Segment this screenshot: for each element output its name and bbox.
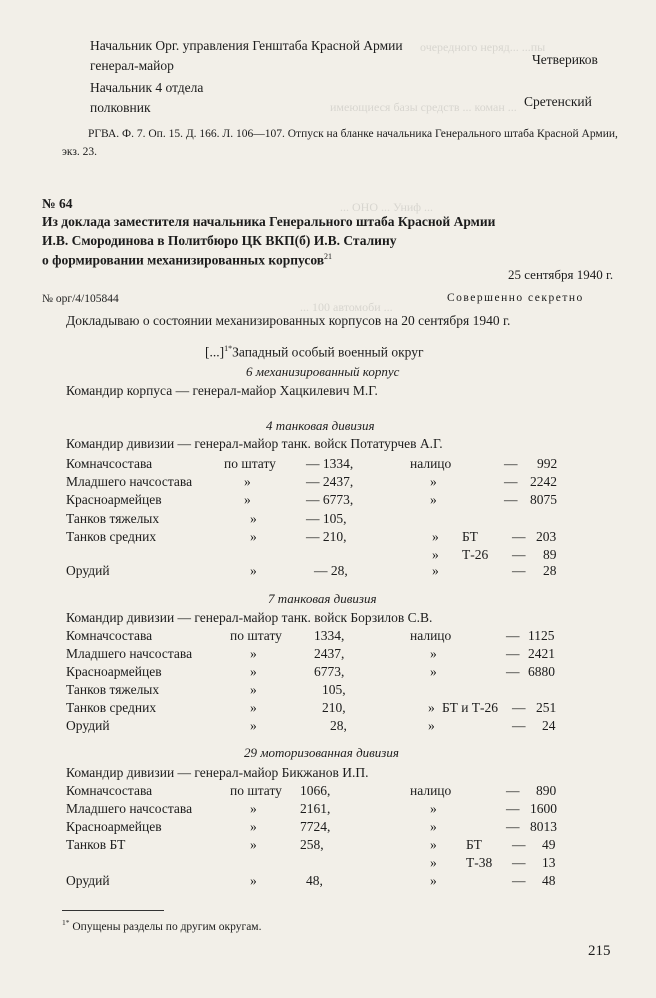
- row-actual: 8075: [530, 492, 557, 507]
- row-label: Танков тяжелых: [66, 682, 160, 697]
- corps-commander: Командир корпуса — генерал-майор Хацкилевич М.Г.: [66, 383, 378, 398]
- row-authorized: 2161,: [300, 801, 331, 816]
- corps-heading: 6 механизированный корпус: [246, 364, 400, 379]
- row-qualifier: »: [250, 801, 257, 816]
- row-actual-label: налицо: [410, 783, 452, 798]
- row-actual: 890: [536, 783, 557, 798]
- row-dash: —: [512, 873, 526, 888]
- row-label: Красноармейцев: [66, 492, 162, 507]
- row-actual-label: »: [430, 819, 437, 834]
- row-actual-label: »: [430, 492, 437, 507]
- row-qualifier: »: [250, 837, 257, 852]
- row-authorized: 6773,: [314, 664, 345, 679]
- row-dash: —: [506, 646, 520, 661]
- row-actual: 8013: [530, 819, 557, 834]
- row-tank-type: Т-26: [462, 547, 489, 562]
- district-name: Западный особый военный округ: [232, 344, 424, 360]
- row-label: Орудий: [66, 873, 110, 888]
- row-label: Комначсостава: [66, 628, 153, 643]
- row-actual-label: »: [432, 529, 439, 544]
- row-authorized: 48,: [306, 873, 323, 888]
- row-actual: 6880: [528, 664, 555, 679]
- row-dash: —: [506, 783, 520, 798]
- row-label: Комначсостава: [66, 456, 153, 471]
- archive-reference-cont: экз. 23.: [62, 146, 98, 158]
- row-actual: 24: [542, 718, 556, 733]
- registration-number: № орг/4/105844: [42, 293, 119, 305]
- row-dash: —: [512, 837, 526, 852]
- footnote-ref: 21: [324, 252, 333, 261]
- division-commander: Командир дивизии — генерал-майор танк. войск Потатурчев А.Г.: [66, 436, 443, 451]
- row-qualifier: »: [244, 492, 251, 507]
- row-authorized: — 1334,: [306, 456, 354, 471]
- document-number: № 64: [42, 196, 73, 211]
- row-actual-label: »: [430, 873, 437, 888]
- row-actual: 1600: [530, 801, 557, 816]
- row-authorized: 2437,: [314, 646, 345, 661]
- row-label: Танков БТ: [66, 837, 126, 852]
- row-actual: 48: [542, 873, 556, 888]
- row-authorized: 1066,: [300, 783, 331, 798]
- row-actual: 992: [537, 456, 558, 471]
- row-authorized: 7724,: [300, 819, 331, 834]
- division-heading: 29 моторизованная дивизия: [244, 745, 399, 760]
- document-date: 25 сентября 1940 г.: [508, 267, 614, 282]
- page-number: 215: [588, 943, 611, 959]
- row-actual: 13: [542, 855, 556, 870]
- row-tank-type: БТ: [466, 837, 482, 852]
- row-authorized: — 105,: [306, 511, 347, 526]
- row-authorized: 1334,: [314, 628, 345, 643]
- footnote-mark: 1*: [62, 918, 70, 927]
- row-actual-label: »: [430, 837, 437, 852]
- omission-mark: [...]: [205, 344, 225, 360]
- document-title-line: И.В. Смородинова в Политбюро ЦК ВКП(б) И.В. Сталину: [42, 233, 397, 248]
- row-authorized: — 6773,: [306, 492, 354, 507]
- row-qualifier: по штату: [230, 783, 282, 798]
- row-dash: —: [504, 474, 518, 489]
- row-qualifier: »: [250, 682, 257, 697]
- row-dash: —: [506, 819, 520, 834]
- row-authorized: 210,: [322, 700, 346, 715]
- row-qualifier: »: [250, 819, 257, 834]
- row-qualifier: по штату: [230, 628, 282, 643]
- row-dash: —: [512, 563, 526, 578]
- row-qualifier: »: [250, 700, 257, 715]
- row-authorized: 258,: [300, 837, 324, 852]
- row-label: Младшего начсостава: [66, 646, 193, 661]
- signature-name: Сретенский: [524, 94, 592, 109]
- row-dash: —: [506, 801, 520, 816]
- row-tank-type: Т-38: [466, 855, 493, 870]
- row-actual-label: »: [428, 700, 435, 715]
- row-authorized: — 28,: [314, 563, 348, 578]
- document-title-line: Из доклада заместителя начальника Генерального штаба Красной Армии: [42, 214, 496, 229]
- row-actual-label: »: [430, 664, 437, 679]
- row-tank-type: БТ и Т-26: [442, 700, 499, 715]
- footnote-text: Опущены разделы по другим округам.: [72, 920, 262, 933]
- row-qualifier: »: [250, 511, 257, 526]
- footnote-divider: [62, 910, 164, 911]
- row-authorized: — 210,: [306, 529, 347, 544]
- row-actual: 28: [543, 563, 557, 578]
- row-actual: 1125: [528, 628, 555, 643]
- division-heading: 7 танковая дивизия: [268, 591, 377, 606]
- row-qualifier: »: [250, 718, 257, 733]
- row-authorized: — 2437,: [306, 474, 354, 489]
- district-heading: [205, 344, 424, 361]
- row-label: Комначсостава: [66, 783, 153, 798]
- row-dash: —: [512, 529, 526, 544]
- bleed-text: имеющиеся базы средств ... коман ...: [330, 100, 517, 114]
- row-qualifier: »: [250, 664, 257, 679]
- row-qualifier: »: [250, 873, 257, 888]
- division-heading: 4 танковая дивизия: [266, 418, 375, 433]
- row-dash: —: [512, 718, 526, 733]
- row-qualifier: »: [250, 529, 257, 544]
- intro-text: Докладываю о состоянии механизированных корпусов на 20 сентября 1940 г.: [66, 313, 511, 328]
- bleed-text: ... 100 автомоби ...: [300, 300, 393, 314]
- row-actual-label: »: [430, 646, 437, 661]
- division-commander: Командир дивизии — генерал-майор Бикжанов И.П.: [66, 765, 369, 780]
- row-label: Красноармейцев: [66, 664, 162, 679]
- row-actual-label: »: [432, 547, 439, 562]
- signature-title: Начальник 4 отдела: [90, 80, 204, 95]
- row-actual: 203: [536, 529, 557, 544]
- archive-reference: РГВА. Ф. 7. Оп. 15. Д. 166. Л. 106—107. Отпуск на бланке начальника Генерального штаба Красной Армии,: [88, 128, 618, 140]
- footnote: [62, 918, 261, 933]
- signature-rank: полковник: [90, 100, 151, 115]
- row-actual-label: налицо: [410, 628, 452, 643]
- row-actual: 89: [543, 547, 557, 562]
- row-actual-label: »: [430, 801, 437, 816]
- row-authorized: 28,: [330, 718, 347, 733]
- footnote-ref: 1*: [224, 344, 233, 353]
- row-label: Красноармейцев: [66, 819, 162, 834]
- document-title-line: [42, 252, 332, 269]
- row-dash: —: [504, 456, 518, 471]
- row-label: Младшего начсостава: [66, 801, 193, 816]
- row-qualifier: по штату: [224, 456, 276, 471]
- row-actual-label: »: [430, 474, 437, 489]
- row-qualifier: »: [250, 646, 257, 661]
- bleed-text: ... ОНО ... Униф ...: [340, 200, 434, 214]
- row-label: Орудий: [66, 718, 110, 733]
- row-actual: 2421: [528, 646, 555, 661]
- row-actual-label: налицо: [410, 456, 452, 471]
- row-dash: —: [512, 700, 526, 715]
- row-label: Танков средних: [66, 700, 157, 715]
- row-dash: —: [512, 547, 526, 562]
- row-actual: 2242: [530, 474, 557, 489]
- document-title-text: о формировании механизированных корпусов: [42, 252, 325, 268]
- row-label: Танков средних: [66, 529, 157, 544]
- row-actual: 49: [542, 837, 556, 852]
- row-actual-label: »: [432, 563, 439, 578]
- row-label: Младшего начсостава: [66, 474, 193, 489]
- row-qualifier: »: [244, 474, 251, 489]
- row-authorized: 105,: [322, 682, 346, 697]
- row-tank-type: БТ: [462, 529, 478, 544]
- row-dash: —: [506, 664, 520, 679]
- division-commander: Командир дивизии — генерал-майор танк. войск Борзилов С.В.: [66, 610, 433, 625]
- row-dash: —: [506, 628, 520, 643]
- row-label: Танков тяжелых: [66, 511, 160, 526]
- row-actual: 251: [536, 700, 557, 715]
- signature-title: Начальник Орг. управления Генштаба Красной Армии: [90, 38, 403, 53]
- row-actual-label: »: [430, 855, 437, 870]
- row-qualifier: »: [250, 563, 257, 578]
- row-actual-label: »: [428, 718, 435, 733]
- signature-name: Четвериков: [532, 52, 598, 67]
- signature-rank: генерал-майор: [90, 58, 174, 73]
- row-dash: —: [504, 492, 518, 507]
- row-label: Орудий: [66, 563, 110, 578]
- bleed-text: очередного неряд... ...пы: [420, 40, 546, 54]
- classification-stamp: Совершенно секретно: [447, 292, 584, 304]
- row-dash: —: [512, 855, 526, 870]
